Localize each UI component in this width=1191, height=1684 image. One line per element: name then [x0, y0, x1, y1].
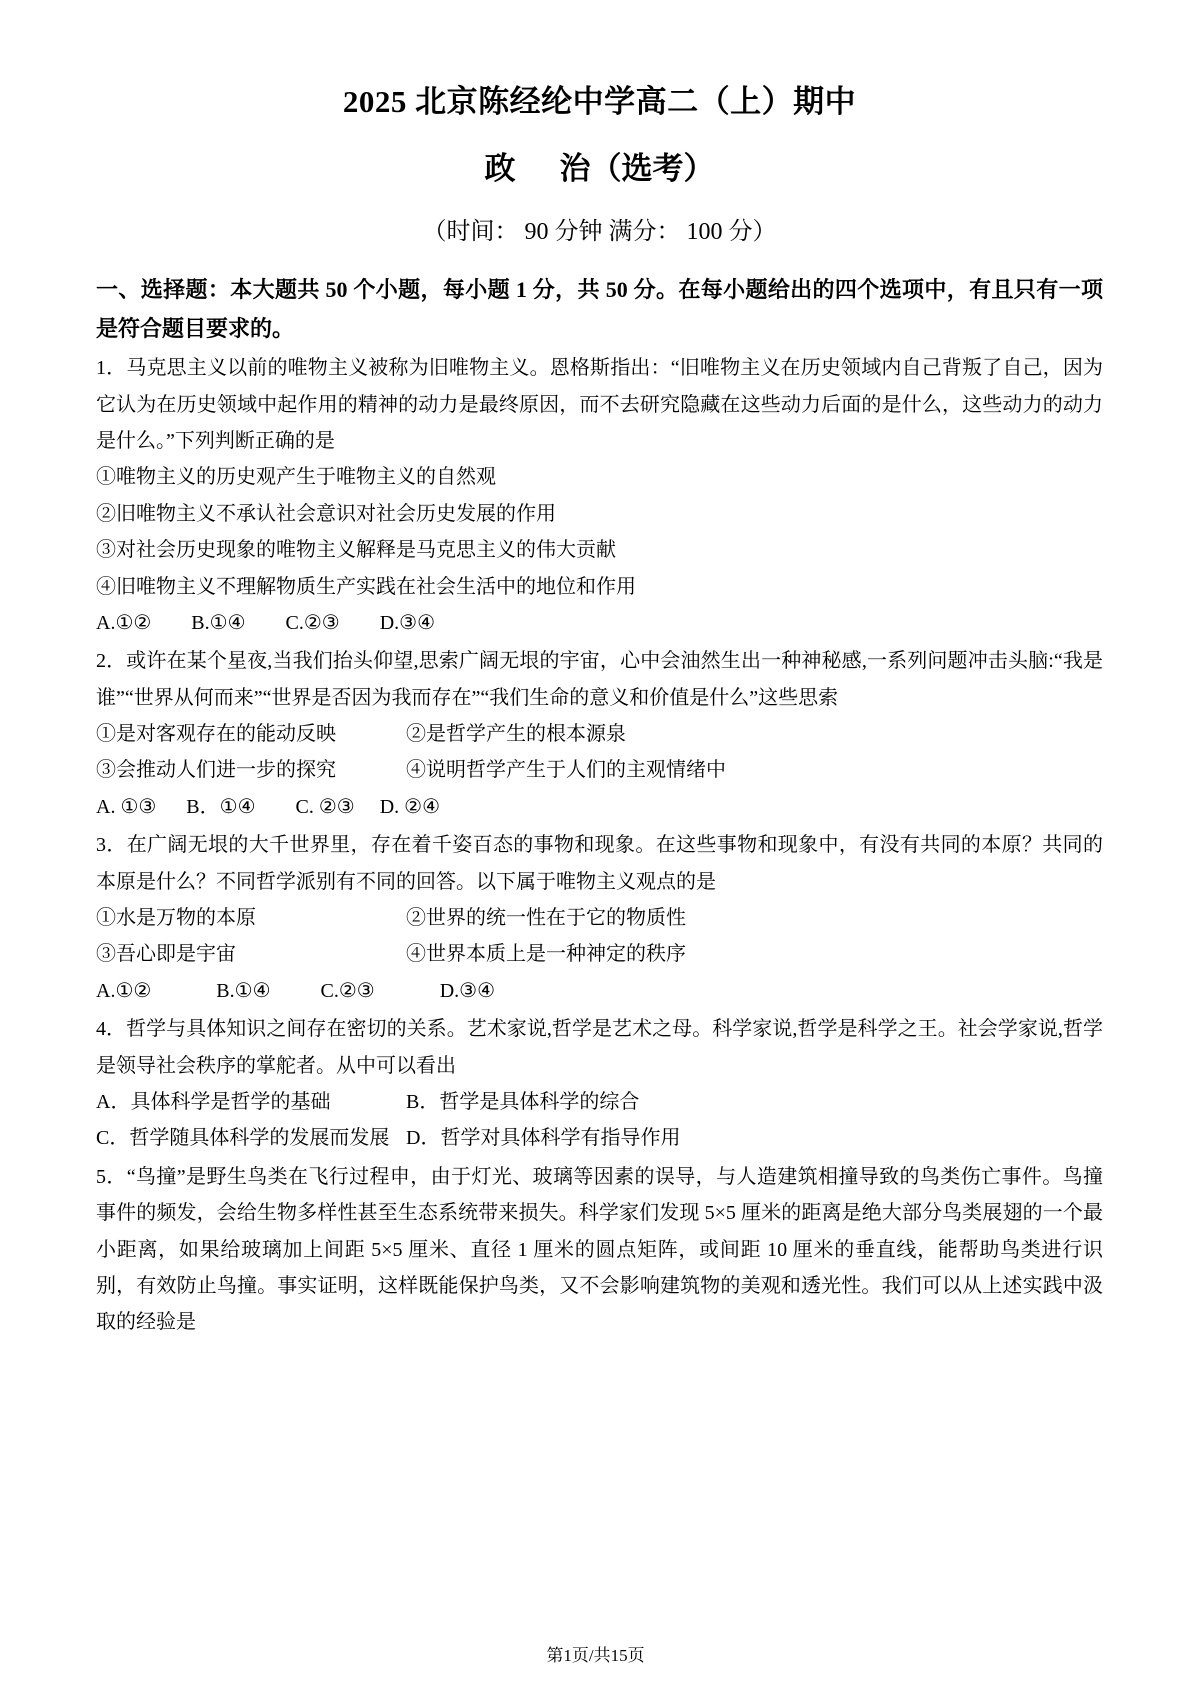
- subject-left: 政: [484, 150, 516, 186]
- question-option[interactable]: ④旧唯物主义不理解物质生产实践在社会生活中的地位和作用: [96, 575, 636, 598]
- question-option[interactable]: ④说明哲学产生于人们的主观情绪中: [406, 759, 726, 782]
- question-3: [96, 827, 1103, 1009]
- question-2: [96, 643, 1103, 825]
- question-stem: 2．或许在某个星夜,当我们抬头仰望,思索广阔无垠的宇宙，心中会油然生出一种神秘感,一系列问题冲击头脑:“我是谁”“世界从何而来”“世界是否因为我而存在”“我们生命的意义和价值是什么”这些思索: [96, 650, 1103, 709]
- question-stem: 1．马克思主义以前的唯物主义被称为旧唯物主义。恩格斯指出：“旧唯物主义在历史领域内自己背叛了自己，因为它认为在历史领域中起作用的精神的动力是最终原因，而不去研究隐藏在这些动力后面的是什么，这些动力的动力是什么。”下列判断正确的是: [96, 357, 1103, 452]
- question-option-row: [96, 1120, 1103, 1156]
- question-option[interactable]: D．哲学对具体科学有指导作用: [406, 1127, 681, 1150]
- subject-title: [96, 147, 1103, 192]
- question-option-row: [96, 716, 1103, 752]
- question-1: [96, 350, 1103, 641]
- question-option-row: [96, 936, 1103, 972]
- question-option[interactable]: ①唯物主义的历史观产生于唯物主义的自然观: [96, 466, 496, 489]
- page-title: 2025 北京陈经纶中学高二（上）期中: [342, 84, 857, 119]
- question-option[interactable]: C．哲学随具体科学的发展而发展: [96, 1127, 390, 1150]
- question-option-row: [96, 1084, 1103, 1120]
- question-option[interactable]: A．具体科学是哲学的基础: [96, 1091, 331, 1113]
- question-option[interactable]: B．哲学是具体科学的综合: [406, 1091, 640, 1113]
- question-option[interactable]: ②是哲学产生的根本源泉: [406, 723, 626, 746]
- question-choices[interactable]: A.①② B.①④ C.②③ D.③④: [96, 611, 436, 634]
- question-stem: 3．在广阔无垠的大千世界里，存在着千姿百态的事物和现象。在这些事物和现象中，有没有共同的本原？共同的本原是什么？不同哲学派别有不同的回答。以下属于唯物主义观点的是: [96, 834, 1103, 893]
- question-option[interactable]: ①是对客观存在的能动反映: [96, 723, 336, 746]
- question-stem: 5．“鸟撞”是野生鸟类在飞行过程申，由于灯光、玻璃等因素的误导，与人造建筑相撞导致的鸟类伤亡事件。鸟撞事件的频发，会给生物多样性甚至生态系统带来损失。科学家们发现 5×5 厘米的距离是绝大部分鸟类展翅的一个最小距离，如果给玻璃加上间距 5×5 厘米、直径 1 厘米的圆点矩阵，或间距 10 厘米的垂直线，能帮助鸟类进行识别，有效防止鸟撞。事实证明，这样既能保护鸟类，又不会影响建筑物的美观和透光性。我们可以从上述实践中汲取的经验是: [96, 1165, 1103, 1334]
- question-option[interactable]: ③对社会历史现象的唯物主义解释是马克思主义的伟大贡献: [96, 539, 616, 562]
- question-option[interactable]: ③会推动人们进一步的探究: [96, 759, 336, 782]
- question-4: [96, 1011, 1103, 1157]
- question-5: [96, 1159, 1103, 1341]
- question-option[interactable]: ②旧唯物主义不承认社会意识对社会历史发展的作用: [96, 502, 556, 525]
- question-option[interactable]: ①水是万物的本原: [96, 907, 256, 930]
- question-option-row: [96, 752, 1103, 788]
- question-option-row: [96, 900, 1103, 936]
- question-choices[interactable]: A.①② B.①④ C.②③ D.③④: [96, 979, 496, 1002]
- question-option[interactable]: ②世界的统一性在于它的物质性: [406, 907, 686, 930]
- question-choices[interactable]: A. ①③ B．①④ C. ②③ D. ②④: [96, 795, 441, 818]
- page-footer: 第1页/共15页: [546, 1645, 645, 1665]
- question-option[interactable]: ③吾心即是宇宙: [96, 943, 236, 966]
- question-option[interactable]: ④世界本质上是一种神定的秩序: [406, 943, 686, 966]
- exam-meta: （时间： 90 分钟 满分： 100 分）: [422, 218, 777, 245]
- subject-right: 治（选考）: [559, 150, 715, 186]
- section-heading: 一、选择题：本大题共 50 个小题，每小题 1 分，共 50 分。在每小题给出的四个选项中，有且只有一项是符合题目要求的。: [96, 276, 1103, 342]
- question-stem: 4．哲学与具体知识之间存在密切的关系。艺术家说,哲学是艺术之母。科学家说,哲学是科学之王。社会学家说,哲学是领导社会秩序的掌舵者。从中可以看出: [96, 1018, 1103, 1077]
